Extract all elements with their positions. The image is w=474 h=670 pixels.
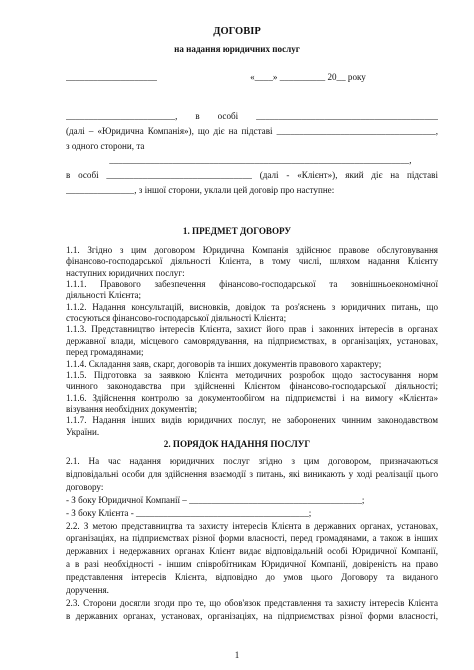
section2-line: - З боку Клієнта - ______________________________________;	[66, 507, 312, 518]
section2-line: представлення інтересів Клієнта, відповідно до умов цього Договору та виданого	[66, 572, 438, 583]
section2-line: 2.1. На час надання юридичних послуг згідно з цим договором, призначаються	[66, 456, 438, 466]
section2-line: 2.3. Сторони досягли згоди про те, що обов'язок представлення та захисту інтересів Клієнта	[66, 597, 438, 608]
document-title: ДОГОВІР	[213, 26, 261, 37]
section2-line: а в разі необхідності - іншим співробітникам Юридичної Компанії, довіреність на право	[66, 559, 438, 570]
section1-line: чинного законодавства при здійсненні Клієнтом фінансово-господарської діяльності;	[66, 381, 438, 392]
section1-line: 1.1. Згідно з цим договором Юридична Компанія здійснює правове обслуговування	[66, 245, 438, 255]
section2-line: - З боку Юридичної Компанії – ______________________________________;	[66, 494, 365, 505]
section1-line: 1.1.2. Надання консультацій, висновків, довідок та роз'яснень з юридичних питань, що	[66, 301, 438, 312]
document-subtitle: на надання юридичних послуг	[174, 44, 300, 54]
section1-line: 1.1.7. Надання інших видів юридичних послуг, не заборонених чинним законодавством	[66, 415, 438, 426]
section-2-title: 2. ПОРЯДОК НАДАННЯ ПОСЛУГ	[163, 439, 311, 449]
header-line: ____________________ «____» __________ 20__ року	[66, 72, 366, 82]
header-line: в особі ________________________________ (далі - «Клієнт»), який діє на підставі	[66, 170, 438, 180]
section1-line: 1.1.4. Складання заяв, скарг, договорів та інших документів правового характеру;	[66, 358, 382, 369]
section1-line: 1.1.3. Представництво інтересів Клієнта, захист його прав і законних інтересів в органах	[66, 324, 438, 335]
section1-line: фінансово-господарської діяльності Клієнта, в тому числі, шляхом надання Клієнту	[66, 256, 438, 267]
section1-line: наступних юридичних послуг:	[66, 267, 185, 278]
page-number: 1	[234, 650, 240, 660]
section1-line: державної влади, місцевого самоврядування, на підприємствах, в організаціях, установах,	[66, 335, 438, 346]
header-line: _______________, з іншої сторони, уклали цей договір про наступне:	[66, 185, 335, 195]
header-line: (далі – «Юридична Компанія»), що діє на підставі ___________________________________,	[66, 126, 438, 136]
header-line: ________________________, в особі ________________________________________	[66, 111, 438, 121]
section1-line: діяльності Клієнта;	[66, 290, 142, 301]
section2-line: договору:	[66, 481, 104, 492]
section1-line: візування необхідних документів;	[66, 403, 198, 414]
section2-line: організаціях, на підприємствах різної форми власності, перед громадянами, а також в інших	[66, 533, 438, 544]
section2-line: в державних органах, установах, організаціях, на підприємствах різної форми власності,	[66, 610, 438, 621]
section2-line: відповідальні особи для здійснення взаємодії з питань, які виникають у ході реалізації цього	[66, 468, 438, 479]
section1-line: 1.1.1. Правового забезпечення фінансово-господарської та зовнішньоекономічної	[66, 279, 438, 290]
section1-line: 1.1.5. Підготовка за заявкою Клієнта методичних розробок щодо застосування норм	[66, 369, 438, 380]
section1-line: 1.1.6. Здійснення контролю за документообігом на підприємстві і на вимогу «Клієнта»	[66, 392, 438, 403]
section1-line: стосуються фінансово-господарської діяльності Клієнта;	[66, 313, 287, 324]
section-1-title: 1. ПРЕДМЕТ ДОГОВОРУ	[182, 226, 292, 236]
section2-line: доручення.	[66, 585, 109, 595]
header-line: з одного сторони, та	[66, 141, 145, 151]
section1-line: України.	[66, 426, 100, 437]
section2-line: 2.2. З метою представництва та захисту інтересів Клієнта в державних органах, установах,	[66, 520, 438, 531]
section2-line: державних і недержавних органах Клієнт видає відповідальній особі Юридичної Компанії,	[66, 546, 438, 557]
header-line: __________________________________________________________________,	[66, 155, 412, 165]
section1-line: перед громадянами;	[66, 347, 144, 358]
